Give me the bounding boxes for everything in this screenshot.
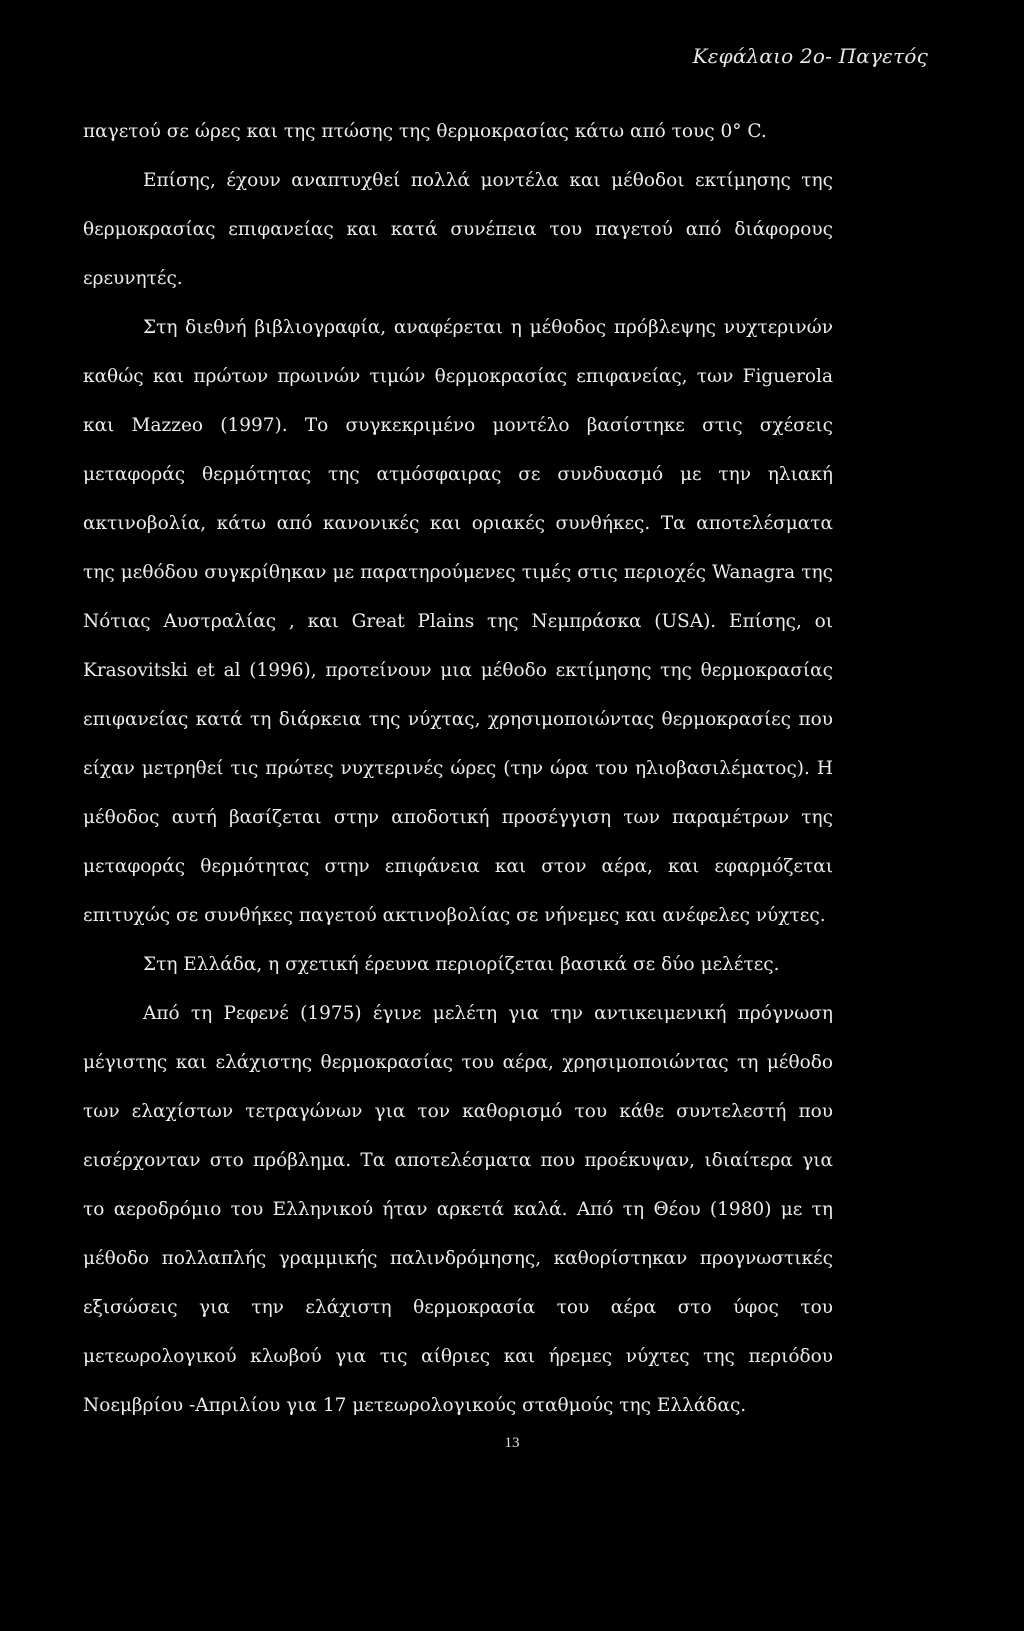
running-header: Κεφάλαιο 2ο- Παγετός [692,44,928,68]
paragraph-continuation: παγετού σε ώρες και της πτώσης της θερμοκρασίας κάτω από τους 0° C. [83,121,767,142]
paragraph-international-literature: Στη διεθνή βιβλιογραφία, αναφέρεται η μέθοδος πρόβλεψης νυχτερινών καθώς και πρώτων πρωινών τιμών θερμοκρασίας επιφανείας, των Figuerola και Mazzeo (1997). Το συγκεκριμένο μοντέλο βασίστηκε στις σχέσεις μεταφοράς θερμότητας της ατμόσφαιρας σε συνδυασμό με την ηλιακή ακτινοβολία, κάτω από κανονικές και οριακές συνθήκες. Τα αποτελέσματα της μεθόδου συγκρίθηκαν με παρατηρούμενες τιμές στις περιοχές Wanagra της Νότιας Αυστραλίας , και Great Plains της Νεμπράσκα (USA). Επίσης, οι Krasovitski et al (1996), προτείνουν μια μέθοδο εκτίμησης της θερμοκρασίας επιφανείας κατά τη διάρκεια της νύχτας, χρησιμοποιώντας θερμοκρασίες που είχαν μετρηθεί τις πρώτες νυχτερινές ώρες (την ώρα του ηλιοβασιλέματος). Η μέθοδος αυτή βασίζεται στην αποδοτική προσέγγιση των παραμέτρων της μεταφοράς θερμότητας στην επιφάνεια και στον αέρα, και εφαρμόζεται επιτυχώς σε συνθήκες παγετού ακτινοβολίας σε νήνεμες και ανέφελες νύχτες. [83,317,833,926]
paragraph-models: Επίσης, έχουν αναπτυχθεί πολλά μοντέλα και μέθοδοι εκτίμησης της θερμοκρασίας επιφανείας και κατά συνέπεια του παγετού από διάφορους ερευνητές. [83,170,833,289]
page-number: 13 [504,1435,520,1451]
paragraph-greece-studies: Από τη Ρεφενέ (1975) έγινε μελέτη για την αντικειμενική πρόγνωση μέγιστης και ελάχιστης θερμοκρασίας του αέρα, χρησιμοποιώντας τη μέθοδο των ελαχίστων τετραγώνων για τον καθορισμό του κάθε συντελεστή που εισέρχονταν στο πρόβλημα. Τα αποτελέσματα που προέκυψαν, ιδιαίτερα για το αεροδρόμιο του Ελληνικού ήταν αρκετά καλά. Από τη Θέου (1980) με τη μέθοδο πολλαπλής γραμμικής παλινδρόμησης, καθορίστηκαν προγνωστικές εξισώσεις για την ελάχιστη θερμοκρασία του αέρα στο ύφος του μετεωρολογικού κλωβού για τις αίθριες και ήρεμες νύχτες της περιόδου Νοεμβρίου -Απριλίου για 17 μετεωρολογικούς σταθμούς της Ελλάδας. [83,1003,833,1416]
paragraph-greece-intro: Στη Ελλάδα, η σχετική έρευνα περιορίζεται βασικά σε δύο μελέτες. [143,954,780,975]
body-text [83,107,833,1430]
